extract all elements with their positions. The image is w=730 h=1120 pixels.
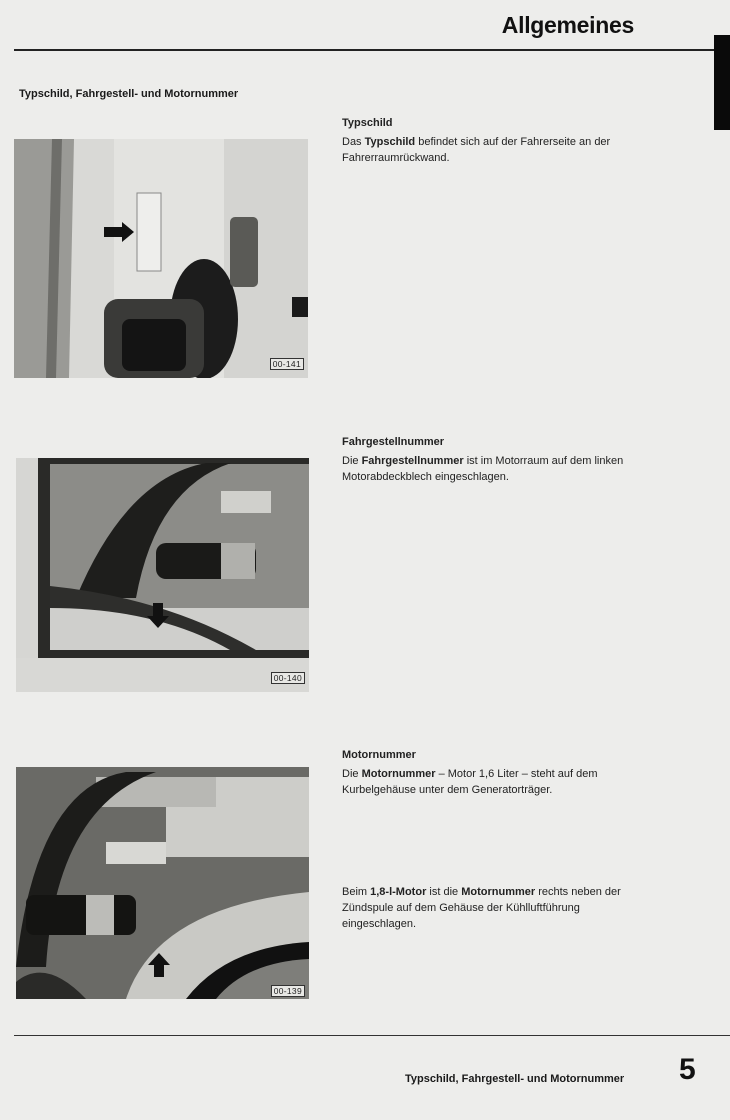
figure-number: 00-140 <box>271 672 305 684</box>
motornummer-paragraph-2 <box>342 884 647 932</box>
text-run: – Motor 1,6 Liter – steht auf dem Kurbelgehäuse unter dem Generatorträger. <box>342 768 598 796</box>
text-run: ist die <box>426 886 462 898</box>
typschild-heading: Typschild <box>342 117 393 129</box>
text-run: ist im Motorraum auf dem linken Motorabdeckblech eingeschlagen. <box>342 455 624 483</box>
footer-title: Typschild, Fahrgestell- und Motornummer <box>405 1073 625 1085</box>
typschild-paragraph <box>342 134 662 166</box>
text-run: Die <box>342 455 362 467</box>
fahrgestellnummer-heading: Fahrgestellnummer <box>342 436 445 448</box>
bold-term: Typschild <box>364 136 416 148</box>
fahrgestell-photo-illustration <box>16 458 309 692</box>
page-number: 5 <box>679 1053 696 1086</box>
bold-term: Fahrgestellnummer <box>361 455 464 467</box>
header-rule <box>14 49 716 51</box>
bold-term: Motornummer <box>361 768 436 780</box>
bold-term: Motornummer <box>461 886 536 898</box>
fahrgestellnummer-paragraph <box>342 453 662 485</box>
bold-term: 1,8-l-Motor <box>370 886 427 898</box>
chapter-tab-marker <box>714 35 730 130</box>
figure-typschild-photo <box>14 139 308 378</box>
fahrgestellnummer-block <box>342 434 662 485</box>
text-run: Das <box>342 136 365 148</box>
section-heading: Typschild, Fahrgestell- und Motornummer <box>19 88 239 100</box>
figure-number: 00-139 <box>271 985 305 997</box>
text-run: rechts neben der Zündspule auf dem Gehäuse der Kühlluftführung eingeschlagen. <box>342 886 621 930</box>
typschild-block <box>342 115 662 166</box>
motornummer-photo-illustration <box>16 767 309 999</box>
motornummer-block <box>342 747 642 798</box>
motornummer-heading: Motornummer <box>342 749 416 761</box>
motornummer-paragraph-1 <box>342 766 642 798</box>
text-run: befindet sich auf der Fahrerseite an der Fahrerraumrückwand. <box>342 136 611 164</box>
footer-rule <box>14 1035 730 1036</box>
typschild-photo-illustration <box>14 139 308 378</box>
figure-number: 00-141 <box>270 358 304 370</box>
page-title: Allgemeines <box>501 12 634 38</box>
figure-motornummer-photo <box>16 767 309 999</box>
text-run: Beim <box>342 886 371 898</box>
figure-fahrgestellnummer-photo <box>16 458 309 692</box>
text-run: Die <box>342 768 362 780</box>
